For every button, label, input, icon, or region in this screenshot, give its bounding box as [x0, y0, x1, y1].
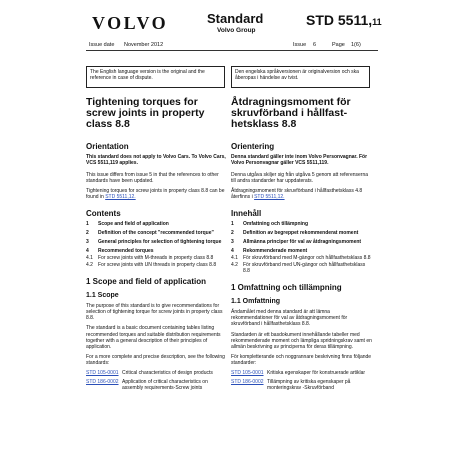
standard-number-main: STD 5511, [306, 12, 373, 28]
issue-date-label: Issue date [89, 42, 115, 48]
reference-item [86, 379, 228, 391]
swedish-notice-box: Den engelska språkversionen är originalversion och ska åberopas i händelse av tvist. [231, 66, 370, 88]
english-orientation-text: This issue differs from issue 5 in that the references to other standards have been updated. [86, 172, 219, 185]
english-orientation-heading: Orientation [86, 142, 129, 151]
english-std-link[interactable]: STD 5511,12. [105, 194, 136, 201]
toc-item[interactable] [86, 248, 228, 254]
toc-title: Allmänna principer för val av åtdragningsmoment [243, 238, 362, 245]
english-title-line: screw joints in property [86, 107, 205, 119]
toc-number: 1 [86, 220, 89, 227]
english-scope-text: For a more complete and precise description, see the following standards: [86, 353, 225, 366]
toc-title: Scope and field of application [98, 220, 169, 227]
toc-item[interactable] [86, 239, 228, 245]
toc-item[interactable] [231, 239, 373, 245]
toc-title: Omfattning och tillämpning [243, 220, 308, 227]
english-notice-box: The English language version is the original and the reference in case of dispute. [86, 66, 225, 88]
swedish-title-line: Åtdragningsmoment för [231, 96, 351, 108]
english-orientation-text [86, 188, 228, 200]
reference-item [231, 370, 373, 376]
swedish-orientation-ref-text: Åtdragningsmoment för skruvförband i hållfasthetsklass 4.8 återfinns i [231, 188, 363, 201]
toc-number: 3 [231, 238, 234, 245]
reference-link[interactable]: STD 186-0002 [86, 379, 119, 386]
toc-item[interactable] [231, 230, 373, 236]
issue-number: 6 [313, 42, 317, 48]
toc-title: For screw joints with M-threads in property class 8.8 [98, 254, 214, 261]
english-contents-heading: Contents [86, 208, 121, 218]
reference-item [86, 370, 228, 376]
toc-number: 4.1 [231, 254, 238, 261]
toc-number: 4 [231, 247, 234, 254]
reference-title: Kritiska egenskaper för konstruerade artiklar [267, 369, 366, 376]
page-number: 1(6) [351, 42, 361, 48]
english-title [86, 97, 228, 130]
toc-item[interactable] [231, 255, 373, 261]
toc-title: General principles for selection of tightening torque [98, 238, 222, 245]
swedish-orientation-text: Denna utgåva skiljer sig från utgåva 5 genom att referenserna till andra standarder har uppdaterats. [231, 172, 369, 185]
english-contents-list [86, 221, 228, 269]
swedish-orientation-bold: Denna standard gäller inte inom Volvo Personvagnar. För Volvo Personvagnar gäller VCS 5511,119. [231, 154, 368, 167]
toc-number: 4.1 [86, 254, 93, 261]
standard-number [306, 12, 382, 28]
swedish-std-link[interactable]: STD 5511,12. [254, 194, 285, 201]
reference-title: Tillämpning av kritiska egenskaper på monteringskrav -Skruvförband [267, 379, 351, 392]
issue-date: November 2012 [124, 42, 164, 48]
toc-title: For screw joints with UN threads in property class 8.8 [98, 262, 217, 269]
toc-title: Definition av begreppet rekommenderat moment [243, 229, 359, 236]
reference-title: Critical characteristics of design products [122, 369, 213, 376]
english-column [86, 97, 228, 391]
toc-item[interactable] [231, 262, 373, 274]
toc-title: Definition of the concept "recommended torque" [98, 229, 214, 236]
swedish-section-1-1-heading: 1.1 Omfattning [231, 298, 281, 306]
toc-number: 2 [86, 229, 89, 236]
toc-item[interactable] [231, 248, 373, 254]
swedish-contents-list [231, 221, 373, 275]
header-divider [86, 50, 378, 51]
standard-number-suffix: 11 [372, 17, 382, 27]
reference-title: Application of critical characteristics on assembly requirements-Screw joints [122, 379, 208, 392]
swedish-contents-heading: Innehåll [231, 208, 262, 218]
english-orientation-bold: This standard does not apply to Volvo Cars. To Volvo Cars, VCS 5511,119 applies. [86, 154, 226, 167]
toc-item[interactable] [86, 221, 228, 227]
toc-title: För skruvförband med UN-gängor och hållfasthetsklass 8.8 [243, 262, 366, 275]
english-section-1-heading: 1 Scope and field of application [86, 277, 207, 287]
english-section-1-1-heading: 1.1 Scope [86, 292, 119, 300]
toc-number: 4.2 [231, 262, 238, 269]
volvo-logo: VOLVO [92, 13, 169, 33]
swedish-title [231, 97, 373, 130]
english-scope-text: The purpose of this standard is to give recommendations for selection of tightening torque for screw joints in property class 8.8. [86, 303, 223, 322]
toc-item[interactable] [86, 262, 228, 268]
swedish-title-line: skruvförband i hållfast- [231, 107, 348, 119]
swedish-scope-text: För kompletterande och noggrannare beskrivning finns följande standarder: [231, 353, 372, 366]
toc-item[interactable] [86, 230, 228, 236]
swedish-section-1-heading: 1 Omfattning och tillämpning [231, 283, 342, 293]
toc-item[interactable] [86, 255, 228, 261]
toc-title: Rekommenderade moment [243, 247, 308, 254]
issue-label: Issue [293, 42, 307, 48]
toc-title: Recommended torques [98, 247, 154, 254]
reference-link[interactable]: STD 186-0002 [231, 379, 264, 386]
toc-item[interactable] [231, 221, 373, 227]
toc-number: 2 [231, 229, 234, 236]
toc-number: 4 [86, 247, 89, 254]
toc-number: 4.2 [86, 262, 93, 269]
english-title-line: class 8.8 [86, 118, 130, 130]
swedish-orientation-heading: Orientering [231, 142, 275, 151]
swedish-scope-text: Ändamålet med denna standard är att lämna rekommendationer för val av åtdragningsmoment för skruvförband i hållfasthetsklass 8.8. [231, 309, 348, 328]
swedish-column [231, 97, 373, 391]
reference-link[interactable]: STD 105-0001 [86, 369, 119, 376]
swedish-scope-text: Standarden är ett basdokument innehållande tabeller med rekommenderade moment och lämpliga spridningskrav samt en allmän beskrivning av principerna för deras tillämpning. [231, 331, 372, 350]
document-group: Volvo Group [217, 27, 256, 34]
english-scope-text: The standard is a basic document containing tables listing recommended torques and suitable distribution requirements together with a general description of their principles of application. [86, 325, 221, 350]
toc-number: 3 [86, 238, 89, 245]
english-orientation-ref-text: Tightening torques for screw joints in property class 8.8 can be found in [86, 188, 225, 201]
toc-title: För skruvförband med M-gängor och hållfasthetsklass 8.8 [243, 254, 371, 261]
english-title-line: Tightening torques for [86, 96, 198, 108]
reference-link[interactable]: STD 105-0001 [231, 369, 264, 376]
swedish-title-line: hetsklass 8.8 [231, 118, 297, 130]
document-type: Standard [207, 11, 264, 26]
page-label: Page [332, 42, 345, 48]
swedish-orientation-text [231, 188, 373, 200]
toc-number: 1 [231, 220, 234, 227]
reference-item [231, 379, 373, 391]
